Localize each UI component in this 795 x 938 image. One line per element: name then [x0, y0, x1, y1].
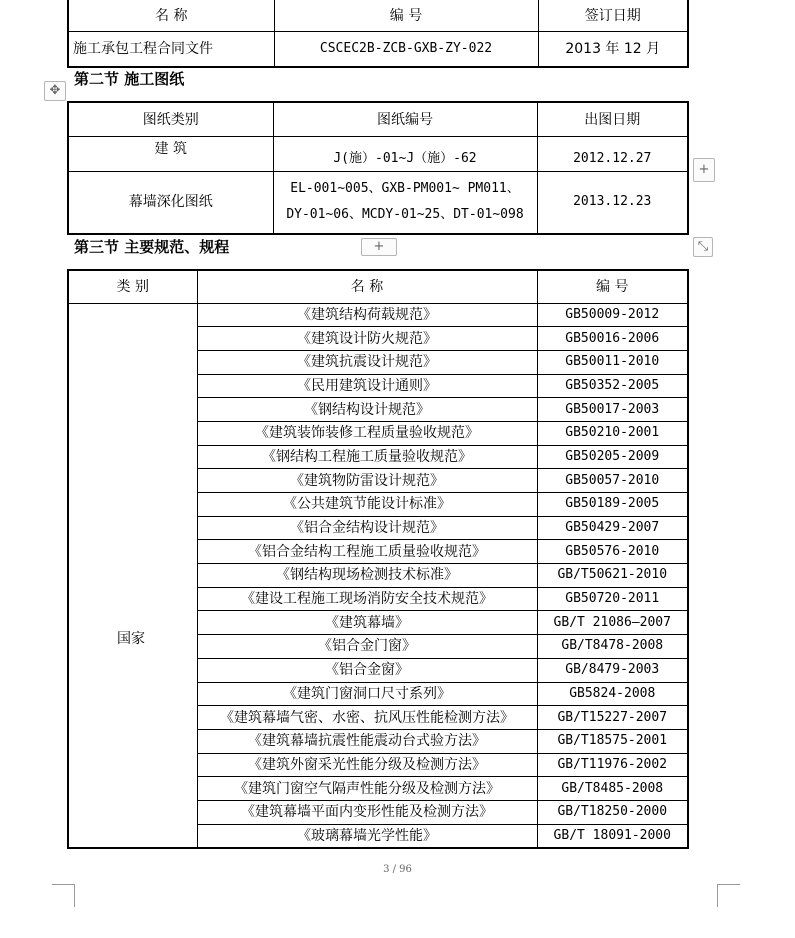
standard-code-cell: GB5824-2008 — [537, 682, 688, 706]
contract-header-code: 编 号 — [274, 0, 538, 32]
contract-name-cell: 施工承包工程合同文件 — [68, 32, 274, 67]
standards-header-category: 类 别 — [68, 270, 197, 303]
table-row — [68, 303, 688, 327]
drawings-date-cell: 2012.12.27 — [537, 137, 688, 172]
resize-icon[interactable]: ⤡ — [693, 237, 713, 257]
drawings-category-cell: 幕墙深化图纸 — [68, 171, 273, 234]
standard-name-cell: 《建筑设计防火规范》 — [197, 327, 537, 351]
standards-table — [67, 269, 689, 849]
standards-header-code: 编 号 — [537, 270, 688, 303]
standard-name-cell: 《建设工程施工现场消防安全技术规范》 — [197, 587, 537, 611]
standard-name-cell: 《铝合金结构设计规范》 — [197, 516, 537, 540]
standard-name-cell: 《建筑装饰装修工程质量验收规范》 — [197, 421, 537, 445]
drawings-code-line: EL-001~005、GXB-PM001~ PM011、 — [290, 181, 520, 197]
standard-code-cell: GB/T11976-2002 — [537, 753, 688, 777]
standard-code-cell: GB50017-2003 — [537, 398, 688, 422]
standard-name-cell: 《建筑物防雷设计规范》 — [197, 469, 537, 493]
page-corner-mark — [52, 884, 75, 907]
drawings-category-cell: 建 筑 — [68, 137, 273, 172]
standard-code-cell: GB/T15227-2007 — [537, 706, 688, 730]
page-corner-mark — [717, 884, 740, 907]
standard-name-cell: 《铝合金窗》 — [197, 658, 537, 682]
drawings-table — [67, 101, 689, 235]
standard-code-cell: GB/T8485-2008 — [537, 777, 688, 801]
standard-name-cell: 《钢结构设计规范》 — [197, 398, 537, 422]
standard-name-cell: 《建筑幕墙气密、水密、抗风压性能检测方法》 — [197, 706, 537, 730]
standard-name-cell: 《铝合金结构工程施工质量验收规范》 — [197, 540, 537, 564]
drawings-code-line: DY-01~06、MCDY-01~25、DT-01~098 — [286, 207, 524, 223]
standard-name-cell: 《民用建筑设计通则》 — [197, 374, 537, 398]
standard-name-cell: 《公共建筑节能设计标准》 — [197, 493, 537, 517]
standard-code-cell: GB50011-2010 — [537, 350, 688, 374]
standard-code-cell: GB50057-2010 — [537, 469, 688, 493]
standard-code-cell: GB/T18250-2000 — [537, 800, 688, 824]
contract-date-cell: 2013 年 12 月 — [538, 32, 688, 67]
standard-code-cell: GB50429-2007 — [537, 516, 688, 540]
standard-code-cell: GB50016-2006 — [537, 327, 688, 351]
standard-name-cell: 《建筑门窗洞口尺寸系列》 — [197, 682, 537, 706]
drawings-header-date: 出图日期 — [537, 102, 688, 137]
drawings-header-category: 图纸类别 — [68, 102, 273, 137]
move-handle-icon[interactable]: ✥ — [44, 81, 66, 101]
standard-code-cell: GB50009-2012 — [537, 303, 688, 327]
add-column-button[interactable]: + — [693, 158, 715, 182]
standards-header-name: 名 称 — [197, 270, 537, 303]
drawings-code-cell — [273, 171, 537, 234]
standards-category-cell: 国家 — [68, 303, 197, 848]
standard-name-cell: 《铝合金门窗》 — [197, 635, 537, 659]
standard-code-cell: GB/T 18091-2000 — [537, 824, 688, 848]
standard-code-cell: GB50189-2005 — [537, 493, 688, 517]
drawings-date-cell: 2013.12.23 — [537, 171, 688, 234]
standard-code-cell: GB50576-2010 — [537, 540, 688, 564]
contract-table — [67, 0, 689, 68]
section3-title: 第三节 主要规范、规程 — [74, 238, 230, 256]
drawings-code-cell: J(施）-01~J（施）-62 — [273, 137, 537, 172]
standard-code-cell: GB50205-2009 — [537, 445, 688, 469]
standard-name-cell: 《建筑外窗采光性能分级及检测方法》 — [197, 753, 537, 777]
standard-name-cell: 《建筑抗震设计规范》 — [197, 350, 537, 374]
standard-name-cell: 《建筑门窗空气隔声性能分级及检测方法》 — [197, 777, 537, 801]
add-row-button[interactable]: + — [361, 238, 397, 256]
standard-code-cell: GB/T18575-2001 — [537, 729, 688, 753]
standard-code-cell: GB50352-2005 — [537, 374, 688, 398]
standard-code-cell: GB/T50621-2010 — [537, 564, 688, 588]
contract-header-date: 签订日期 — [538, 0, 688, 32]
standard-name-cell: 《玻璃幕墙光学性能》 — [197, 824, 537, 848]
standard-code-cell: GB50210-2001 — [537, 421, 688, 445]
standard-code-cell: GB50720-2011 — [537, 587, 688, 611]
standard-code-cell: GB/8479-2003 — [537, 658, 688, 682]
standard-name-cell: 《建筑幕墙平面内变形性能及检测方法》 — [197, 800, 537, 824]
contract-code-cell: CSCEC2B-ZCB-GXB-ZY-022 — [274, 32, 538, 67]
contract-header-name: 名 称 — [68, 0, 274, 32]
standard-name-cell: 《钢结构现场检测技术标准》 — [197, 564, 537, 588]
page-number: 3 / 96 — [383, 864, 412, 875]
standard-name-cell: 《建筑结构荷载规范》 — [197, 303, 537, 327]
standard-name-cell: 《建筑幕墙》 — [197, 611, 537, 635]
section2-title: 第二节 施工图纸 — [74, 70, 185, 88]
standard-name-cell: 《建筑幕墙抗震性能震动台式验方法》 — [197, 729, 537, 753]
standard-name-cell: 《钢结构工程施工质量验收规范》 — [197, 445, 537, 469]
standard-code-cell: GB/T8478-2008 — [537, 635, 688, 659]
standard-code-cell: GB/T 21086—2007 — [537, 611, 688, 635]
drawings-header-code: 图纸编号 — [273, 102, 537, 137]
